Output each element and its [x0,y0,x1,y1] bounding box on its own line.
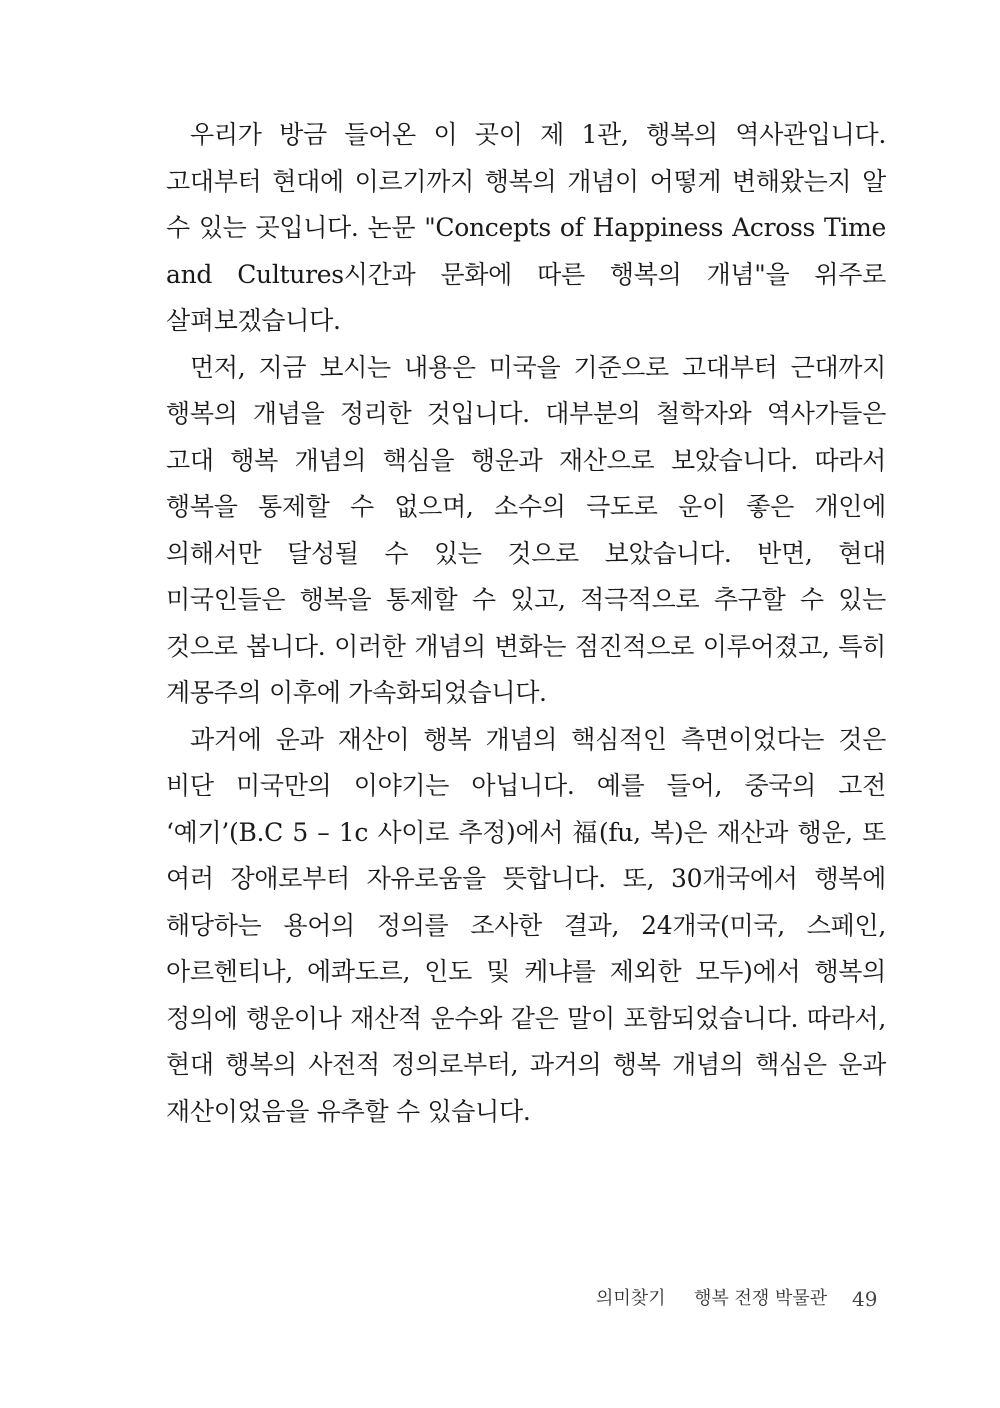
paragraph-ancient-vs-modern: 먼저, 지금 보시는 내용은 미국을 기준으로 고대부터 근대까지 행복의 개념을 정리한 것입니다. 대부분의 철학자와 역사가들은 고대 행복 개념의 핵심을 행운과 재산으로 보았습니다. 따라서 행복을 통제할 수 없으며, 소수의 극도로 운이 좋은 개인에 의해서만 달성될 수 있는 것으로 보았습니다. 반면, 현대 미국인들은 행복을 통제할 수 있고, 적극적으로 추구할 수 있는 것으로 봅니다. 이러한 개념의 변화는 점진적으로 이루어졌고, 특히 계몽주의 이후에 가속화되었습니다. [166,352,886,707]
page-footer [0,1284,1000,1314]
footer-book-title: 행복 전쟁 박물관 [694,1288,828,1309]
page-body [166,112,886,1135]
paragraph-history-hall-intro: 우리가 방금 들어온 이 곳이 제 1관, 행복의 역사관입니다. 고대부터 현대에 이르기까지 행복의 개념이 어떻게 변해왔는지 알 수 있는 곳입니다. 논문 "Concepts of Happiness Across Time and Cultures시간과 문화에 따른 행복의 개념"을 위주로 살펴보겠습니다. [166,120,886,335]
page-number: 49 [852,1287,878,1311]
paragraph-luck-and-wealth: 과거에 운과 재산이 행복 개념의 핵심적인 측면이었다는 것은 비단 미국만의 이야기는 아닙니다. 예를 들어, 중국의 고전 ‘예기’(B.C 5 – 1c 사이로 추정)에서 福(fu, 복)은 재산과 행운, 또 여러 장애로부터 자유로움을 뜻합니다. 또, 30개국에서 행복에 해당하는 용어의 정의를 조사한 결과, 24개국(미국, 스페인, 아르헨티나, 에콰도르, 인도 및 케냐를 제외한 모두)에서 행복의 정의에 행운이나 재산적 운수와 같은 말이 포함되었습니다. 따라서, 현대 행복의 사전적 정의로부터, 과거의 행복 개념의 핵심은 운과 재산이었음을 유추할 수 있습니다. [166,724,886,1126]
footer-section-title: 의미찾기 [596,1288,666,1309]
